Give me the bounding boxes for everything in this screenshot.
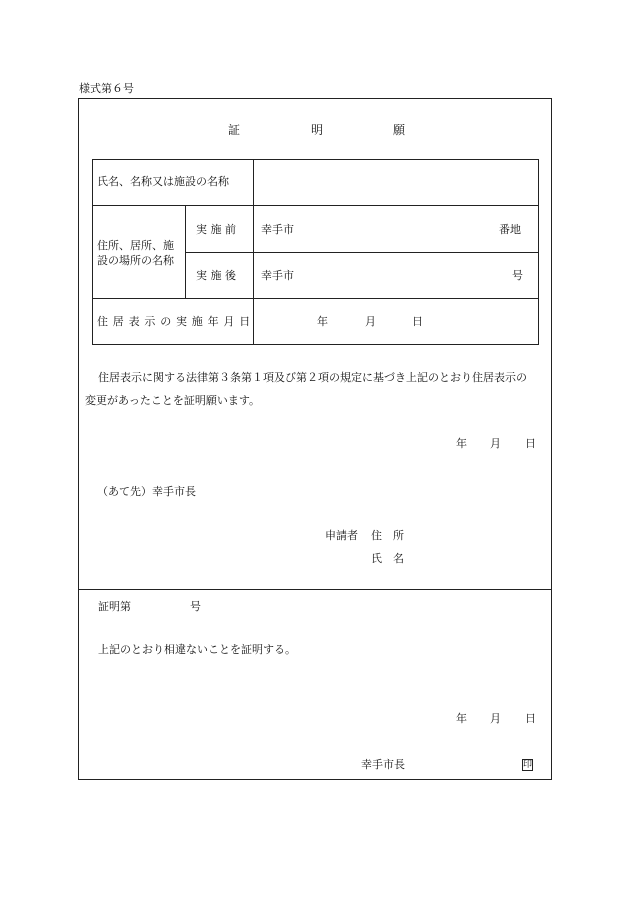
table-rule-1 [92,205,539,206]
seal-mark: 印 [523,760,533,770]
cert-month: 月 [490,712,501,725]
form-number: 様式第６号 [79,82,134,95]
applicant-label: 申請者 [325,529,358,542]
cert-number-suffix: 号 [190,600,201,613]
name-label: 氏名、名称又は施設の名称 [97,175,229,188]
table-col-rule-2 [185,205,186,298]
body-text-line2: 変更があったことを証明願います。 [85,394,261,407]
application-year: 年 [456,437,467,450]
title-char-2: 明 [311,123,324,137]
section-divider [78,589,552,590]
address-label-line2: 設の場所の名称 [97,254,174,267]
table-rule-3 [92,298,539,299]
city-after: 幸手市 [261,269,294,282]
suffix-go: 号 [512,269,523,282]
suffix-banchi: 番地 [499,223,521,236]
date-month: 月 [365,315,376,328]
date-label: 住居表示の実施年月日 [97,315,255,328]
date-day: 日 [412,315,423,328]
city-before: 幸手市 [261,223,294,236]
cert-year: 年 [456,712,467,725]
application-month: 月 [490,437,501,450]
after-label: 実 施 後 [196,269,236,282]
application-day: 日 [525,437,536,450]
cert-number-prefix: 証明第 [98,600,131,613]
body-text-line1: 住居表示に関する法律第３条第１項及び第２項の規定に基づき上記のとおり住居表示の [98,371,527,384]
date-year: 年 [317,315,328,328]
applicant-address-label: 住 所 [371,529,404,542]
cert-statement: 上記のとおり相違ないことを証明する。 [98,643,296,656]
before-label: 実 施 前 [196,223,236,236]
cert-day: 日 [525,712,536,725]
title-char-3: 願 [393,123,406,137]
applicant-name-label: 氏 名 [371,552,404,565]
addressee: （あて先）幸手市長 [97,485,196,498]
mayor-label: 幸手市長 [361,758,405,771]
title-char-1: 証 [228,123,241,137]
address-label-line1: 住所、居所、施 [97,239,174,252]
table-rule-2 [185,252,539,253]
